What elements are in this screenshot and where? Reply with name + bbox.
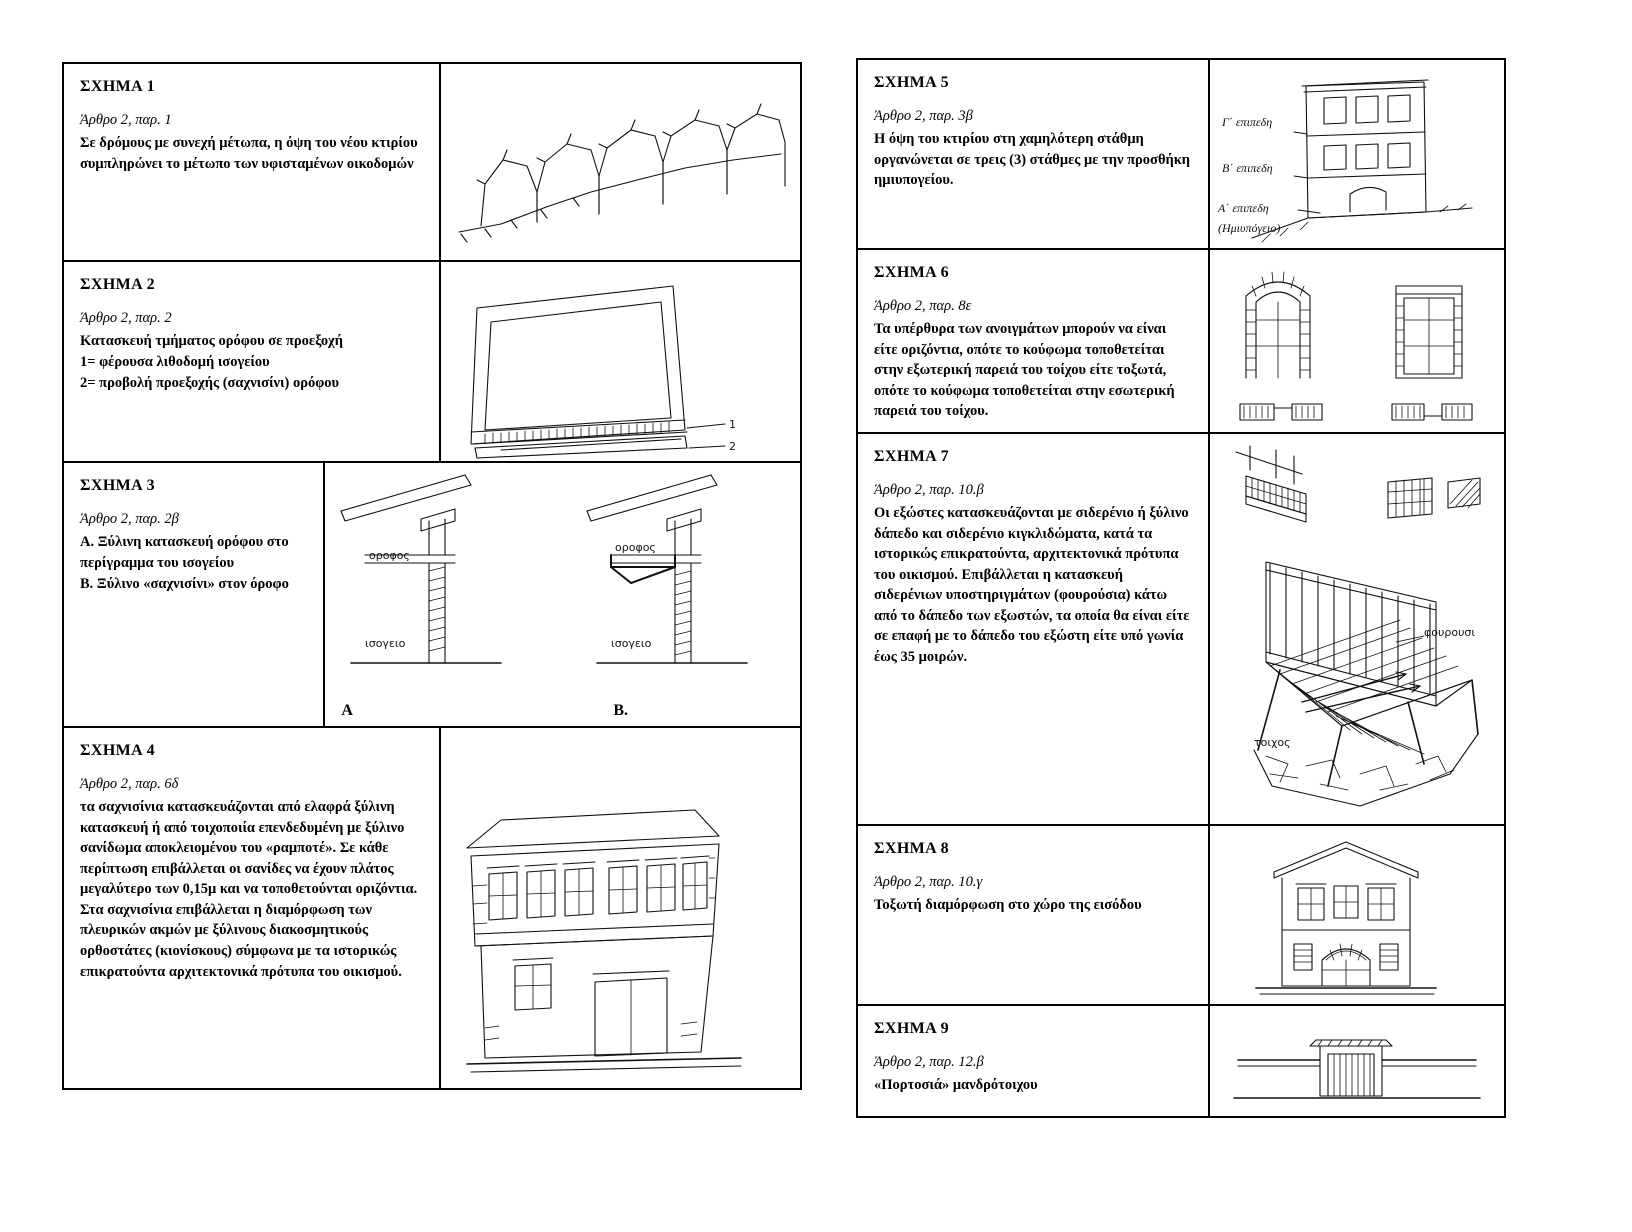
label-orofos-b: οροφος (615, 541, 657, 554)
left-schema-table (62, 62, 802, 1090)
schema-2-ref: Άρθρο 2, παρ. 2 (80, 310, 172, 326)
schema-3-label-b: Β. (613, 702, 629, 719)
balcony-annotation: φουρουσι (1424, 626, 1476, 639)
list-item: Α. Ξύλινη κατασκευή ορόφου στο περίγραμμα του ισογείου (80, 534, 289, 572)
schema-4-text (64, 728, 441, 1088)
schema-2-body: Κατασκευή τμήματος ορόφου σε προεξοχή (80, 333, 343, 349)
schema-7-text (858, 434, 1210, 824)
table-row (64, 262, 800, 463)
table-row (858, 434, 1504, 826)
callout-1: 1 (729, 418, 737, 431)
schema-7-figure (1210, 434, 1504, 824)
schema-6-title: ΣΧΗΜΑ 6 (874, 264, 950, 281)
label-isogeio-b: ισογειο (611, 637, 652, 650)
schema-8-text (858, 826, 1210, 1004)
schema-9-figure (1210, 1006, 1504, 1116)
level-label-3: Γ΄ επιπεδη (1222, 115, 1273, 129)
schema-9-ref: Άρθρο 2, παρ. 12.β (874, 1054, 984, 1070)
schema-5-figure (1210, 60, 1504, 248)
schema-7-body: Οι εξώστες κατασκευάζονται με σιδερένιο ή ξύλινο δάπεδο και σιδερένιο κιγκλιδώματα, κατά τα ιστορικώς επικρατούντα, αρχιτεκτονικά πρότυπα του οικισμού. Επιβάλλεται η κατασκευή σιδερένιων υποστηριγμάτων (φουρούσια) κάτω από το δάπεδο των εξωστών, τα οποία θα είναι είτε σε επαφή με το δάπεδο του εξώστη είτε υπό γωνία έως 35 μοιρών. (874, 505, 1190, 666)
schema-5-text (858, 60, 1210, 248)
schema-4-ref: Άρθρο 2, παρ. 6δ (80, 776, 179, 792)
schema-5-title: ΣΧΗΜΑ 5 (874, 74, 950, 91)
schema-9-text (858, 1006, 1210, 1116)
label-orofos-a: οροφος (369, 549, 411, 562)
schema-1-figure (441, 64, 800, 260)
level-label-basement: (Ημιυπόγειο) (1218, 221, 1281, 235)
schema-8-figure (1210, 826, 1504, 1004)
table-row (64, 463, 800, 728)
schema-2-figure (441, 262, 800, 461)
table-row (64, 728, 800, 1088)
schema-1-text (64, 64, 441, 260)
schema-3-figure (325, 463, 800, 726)
schema-1-title: ΣΧΗΜΑ 1 (80, 78, 156, 95)
table-row (858, 826, 1504, 1006)
table-row (858, 250, 1504, 434)
schema-7-ref: Άρθρο 2, παρ. 10.β (874, 482, 984, 498)
schema-5-body: Η όψη του κτιρίου στη χαμηλότερη στάθμη οργανώνεται σε τρεις (3) στάθμες με την προσθήκη ημιυπογείου. (874, 131, 1191, 189)
balcony-annotation-2: τοιχος (1254, 736, 1291, 749)
schema-1-ref: Άρθρο 2, παρ. 1 (80, 112, 172, 128)
schema-2-list (80, 352, 423, 394)
schema-4-figure (441, 728, 800, 1088)
right-schema-table (856, 58, 1506, 1118)
schema-2-title: ΣΧΗΜΑ 2 (80, 276, 156, 293)
schema-3-ref: Άρθρο 2, παρ. 2β (80, 511, 179, 527)
schema-3-label-a: Α (341, 702, 353, 719)
list-item: 1= φέρουσα λιθοδομή ισογείου (80, 353, 270, 370)
schema-3-list (80, 532, 307, 595)
schema-3-text (64, 463, 325, 726)
level-label-1: Α΄ επιπεδη (1218, 201, 1269, 215)
schema-6-body: Τα υπέρθυρα των ανοιγμάτων μπορούν να είναι είτε οριζόντια, οπότε το κούφωμα τοποθετείται στην εξωτερική παρειά του τοίχου είτε τοξωτά, οπότε το κούφωμα τοποθετείται στην εσωτερική παρειά του τοίχου. (874, 321, 1175, 420)
schema-3-title: ΣΧΗΜΑ 3 (80, 477, 156, 494)
table-row (64, 64, 800, 262)
schema-5-ref: Άρθρο 2, παρ. 3β (874, 108, 973, 124)
schema-7-title: ΣΧΗΜΑ 7 (874, 448, 950, 465)
schema-8-title: ΣΧΗΜΑ 8 (874, 840, 950, 857)
table-row (858, 60, 1504, 250)
schema-4-body: τα σαχνισίνια κατασκευάζονται από ελαφρά ξύλινη κατασκευή ή από τοιχοποιία επενδεδυμένη με ξύλινο σανίδωμα αποκλειομένου του «ραμποτέ». Σε κάθε περίπτωση επιβάλλεται οι σανίδες να έχουν πλάτος μεγαλύτερο των 0,15μ και να τοποθετούνται οριζόντια. Στα σαχνισίνια επιβάλλεται η διαμόρφωση των πλευρικών ακμών με ξύλινους διακοσμητικούς ορθοστάτες (κιονίσκους) σύμφωνα με τα ιστορικώς επικρατούντα αρχιτεκτονικά πρότυπα του οικισμού. (80, 799, 418, 980)
schema-8-body: Τοξωτή διαμόρφωση στο χώρο της εισόδου (874, 897, 1142, 913)
list-item: Β. Ξύλινο «σαχνισίνι» στον όροφο (80, 576, 289, 593)
schema-4-title: ΣΧΗΜΑ 4 (80, 742, 156, 759)
list-item: 2= προβολή προεξοχής (σαχνισίνι) ορόφου (80, 374, 340, 391)
schema-6-ref: Άρθρο 2, παρ. 8ε (874, 298, 972, 314)
schema-1-body: Σε δρόμους με συνεχή μέτωπα, η όψη του νέου κτιρίου συμπληρώνει το μέτωπο των υφισταμένων οικοδομών (80, 135, 418, 172)
label-isogeio-a: ισογειο (365, 637, 406, 650)
callout-2: 2 (729, 440, 737, 453)
schema-6-figure (1210, 250, 1504, 432)
schema-2-text (64, 262, 441, 461)
schema-8-ref: Άρθρο 2, παρ. 10.γ (874, 874, 983, 890)
level-label-2: Β΄ επιπεδη (1222, 161, 1273, 175)
schema-6-text (858, 250, 1210, 432)
schema-9-body: «Πορτοσιά» μανδρότοιχου (874, 1077, 1038, 1093)
schema-9-title: ΣΧΗΜΑ 9 (874, 1020, 950, 1037)
table-row (858, 1006, 1504, 1116)
